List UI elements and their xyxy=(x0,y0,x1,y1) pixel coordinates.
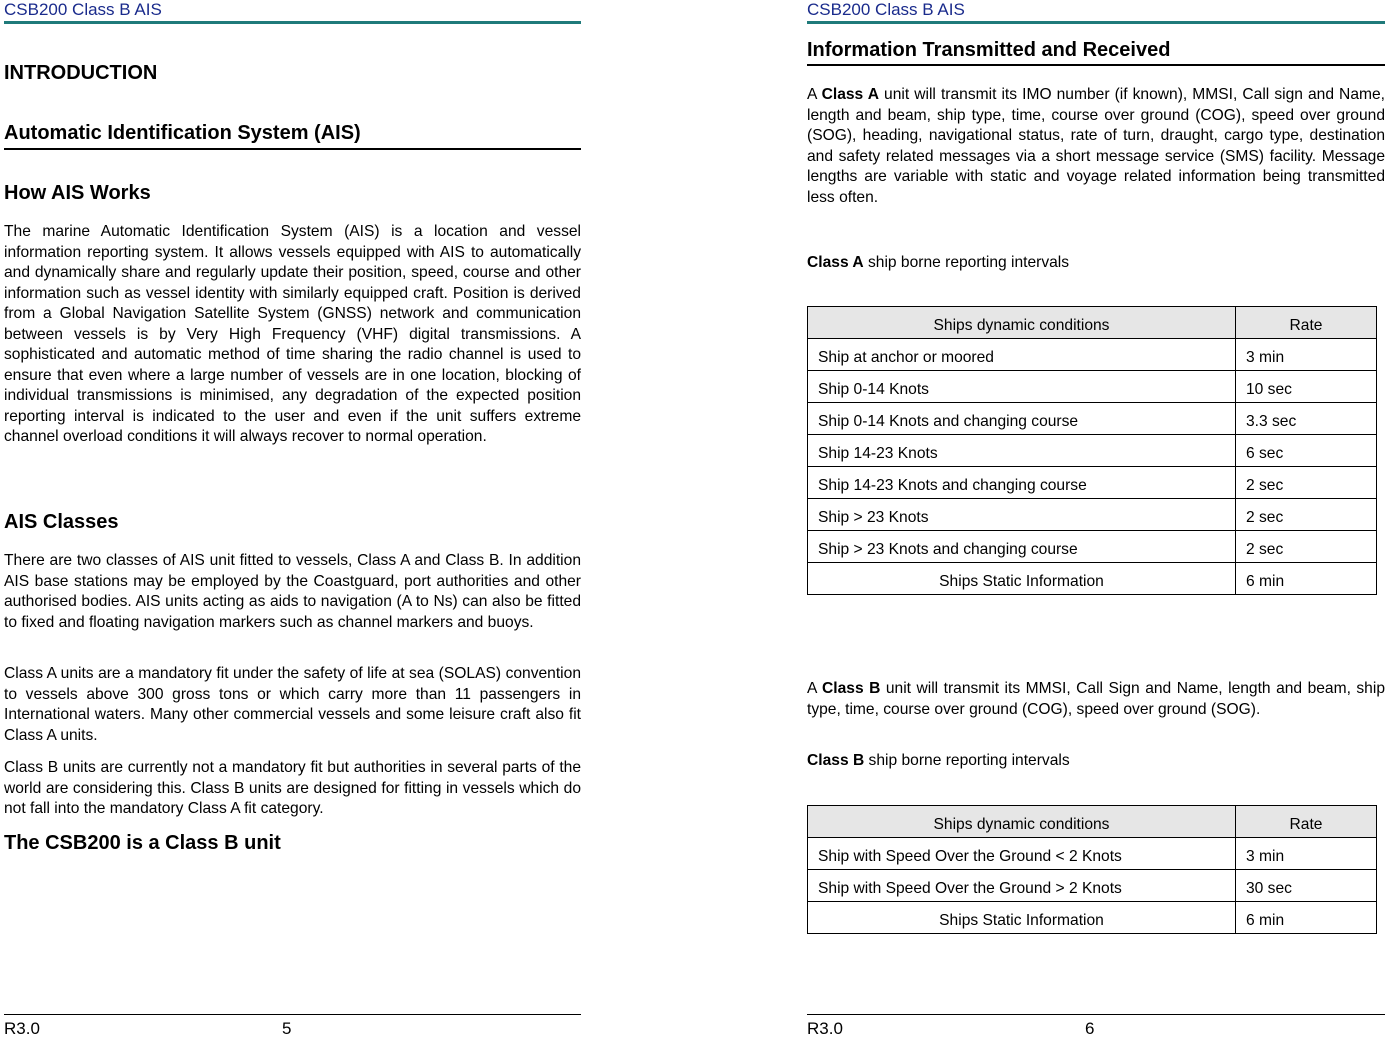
condition-cell: Ship with Speed Over the Ground < 2 Knots xyxy=(808,838,1236,870)
ais-classes-paragraph-2: Class A units are a mandatory fit under the safety of life at sea (SOLAS) convention to vessels above 300 gross tons or which carry more than 11 passengers in International waters. Many other commercial vessels and some leisure craft also fit Class A units. xyxy=(4,665,581,744)
condition-cell: Ship > 23 Knots xyxy=(808,499,1236,531)
rate-cell: 10 sec xyxy=(1236,371,1377,403)
class-b-statement: The CSB200 is a Class B unit xyxy=(4,832,281,854)
info-section-title: Information Transmitted and Received xyxy=(807,39,1171,61)
class-b-paragraph: A Class B unit will transmit its MMSI, Call Sign and Name, length and beam, ship type, time, course over ground (COG), speed over ground (SOG). xyxy=(807,680,1385,718)
class-a-interval-table xyxy=(807,306,1377,595)
table-row xyxy=(808,339,1377,371)
right-page xyxy=(807,0,1385,1036)
footer-page-number: 6 xyxy=(1085,1019,1095,1038)
ais-section-title: Automatic Identification System (AIS) xyxy=(4,122,361,144)
rate-cell: 6 min xyxy=(1236,563,1377,595)
rate-cell: 30 sec xyxy=(1236,870,1377,902)
condition-cell: Ship 0-14 Knots xyxy=(808,371,1236,403)
ais-classes-paragraph-3: Class B units are currently not a mandatory fit but authorities in several parts of the world are considering this. Class B units are designed for fitting in vessels which do not fall into the mandatory Class A fit category. xyxy=(4,759,581,817)
rate-cell: 6 min xyxy=(1236,902,1377,934)
rate-cell: 3 min xyxy=(1236,838,1377,870)
column-header: Ships dynamic conditions xyxy=(808,806,1236,838)
how-ais-works-heading: How AIS Works xyxy=(4,182,151,204)
section-rule xyxy=(4,148,581,150)
rate-cell: 2 sec xyxy=(1236,467,1377,499)
column-header: Rate xyxy=(1236,307,1377,339)
class-b-table-caption: Class B ship borne reporting intervals xyxy=(807,752,1070,769)
table-row xyxy=(808,435,1377,467)
rate-cell: 2 sec xyxy=(1236,499,1377,531)
intro-title: INTRODUCTION xyxy=(4,62,158,84)
table-header-row xyxy=(808,307,1377,339)
footer-rule xyxy=(4,1014,581,1015)
table-row xyxy=(808,531,1377,563)
section-rule xyxy=(807,64,1385,66)
footer-revision: R3.0 xyxy=(4,1019,40,1038)
how-ais-works-paragraph: The marine Automatic Identification System (AIS) is a location and vessel information reporting system. It allows vessels equipped with AIS to automatically and dynamically share and regularly update their position, speed, course and other information such as vessel identity with similarly equipped craft. Position is derived from a Global Navigation Satellite System (GNSS) network and communication between vessels is by Very High Frequency (VHF) digital transmissions. A sophisticated and automatic method of time sharing the radio channel is used to ensure that even where a large number of vessels are in one location, blocking of individual transmissions is minimised, any degradation of the expected position reporting interval is indicated to the user and even if the unit suffers extreme channel overload conditions it will always recover to normal operation. xyxy=(4,223,581,445)
condition-cell: Ship with Speed Over the Ground > 2 Knots xyxy=(808,870,1236,902)
condition-cell: Ship 0-14 Knots and changing course xyxy=(808,403,1236,435)
page-header: CSB200 Class B AIS xyxy=(4,0,162,19)
column-header: Rate xyxy=(1236,806,1377,838)
ais-classes-heading: AIS Classes xyxy=(4,511,119,533)
table-row xyxy=(808,902,1377,934)
footer-rule xyxy=(807,1014,1385,1015)
class-b-interval-table xyxy=(807,805,1377,934)
condition-cell: Ship at anchor or moored xyxy=(808,339,1236,371)
rate-cell: 6 sec xyxy=(1236,435,1377,467)
header-rule xyxy=(807,21,1385,24)
rate-cell: 3 min xyxy=(1236,339,1377,371)
ais-classes-paragraph-1: There are two classes of AIS unit fitted to vessels, Class A and Class B. In addition AIS base stations may be employed by the Coastguard, port authorities and other authorised bodies. AIS units acting as aids to navigation (A to Ns) can also be fitted to fixed and floating navigation markers such as channel markers and buoys. xyxy=(4,552,581,631)
footer-page-number: 5 xyxy=(282,1019,292,1038)
table-row xyxy=(808,371,1377,403)
condition-cell: Ships Static Information xyxy=(808,902,1236,934)
condition-cell: Ship > 23 Knots and changing course xyxy=(808,531,1236,563)
page-header: CSB200 Class B AIS xyxy=(807,0,965,19)
class-a-paragraph: A Class A unit will transmit its IMO number (if known), MMSI, Call sign and Name, length and beam, ship type, time, course over ground (COG), speed over ground (SOG), heading, navigational status, rate of turn, draught, cargo type, destination and safety related messages via a short message service (SMS) facility. Message lengths are variable with static and voyage related information being transmitted less often. xyxy=(807,86,1385,206)
table-row xyxy=(808,499,1377,531)
condition-cell: Ships Static Information xyxy=(808,563,1236,595)
footer-revision: R3.0 xyxy=(807,1019,843,1038)
class-a-table-caption: Class A ship borne reporting intervals xyxy=(807,254,1070,271)
header-rule xyxy=(4,21,581,24)
column-header: Ships dynamic conditions xyxy=(808,307,1236,339)
condition-cell: Ship 14-23 Knots and changing course xyxy=(808,467,1236,499)
table-row xyxy=(808,467,1377,499)
left-page xyxy=(4,0,581,1036)
table-row xyxy=(808,563,1377,595)
table-row xyxy=(808,838,1377,870)
table-header-row xyxy=(808,806,1377,838)
rate-cell: 2 sec xyxy=(1236,531,1377,563)
table-row xyxy=(808,870,1377,902)
table-row xyxy=(808,403,1377,435)
rate-cell: 3.3 sec xyxy=(1236,403,1377,435)
condition-cell: Ship 14-23 Knots xyxy=(808,435,1236,467)
